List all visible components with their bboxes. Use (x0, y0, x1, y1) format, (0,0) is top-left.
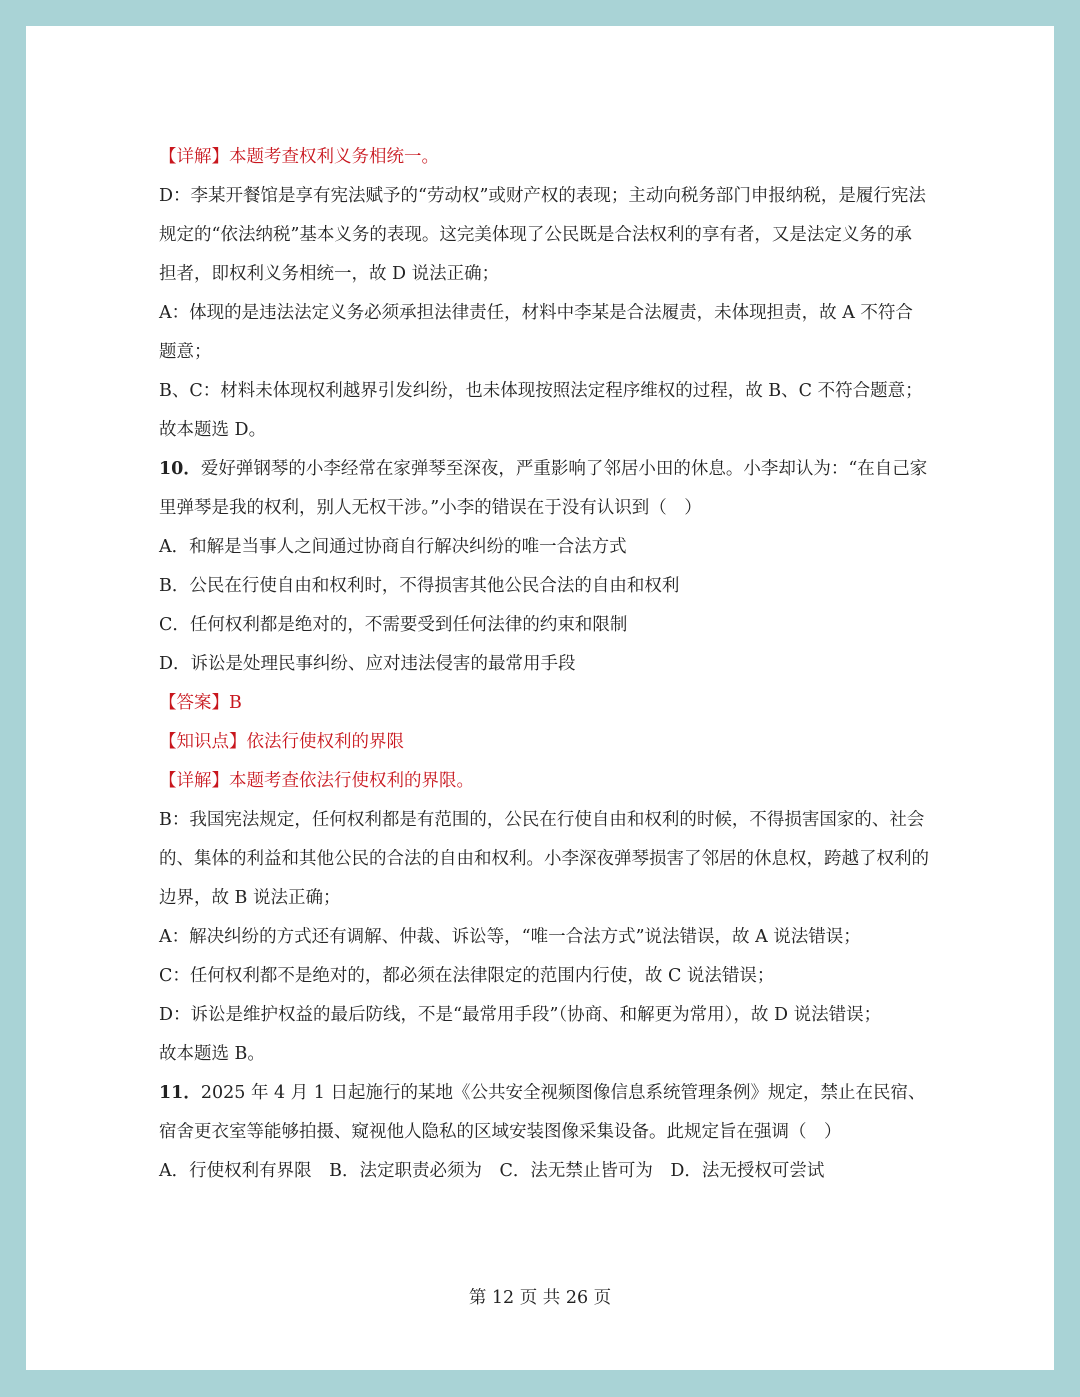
q10-detail-label: 【详解】 (159, 771, 229, 791)
q9-detail-label: 【详解】 (159, 147, 229, 167)
q10-stem (159, 450, 929, 528)
q10-paragraph: C：任何权利都不是绝对的，都必须在法律限定的范围内行使，故 C 说法错误； (159, 966, 775, 986)
q10-paragraph: B：我国宪法规定，任何权利都是有范围的，公民在行使自由和权利的时候，不得损害国家的、社会的、集体的利益和其他公民的合法的自由和权利。小李深夜弹琴损害了邻居的休息权，跨越了权利的边界，故 B 说法正确； (159, 810, 929, 908)
q10-paragraph: D：诉讼是维护权益的最后防线，不是“最常用手段”（协商、和解更为常用），故 D 说法错误； (159, 1005, 882, 1025)
q9-detail (159, 138, 929, 177)
q9-paragraph: A：体现的是违法法定义务必须承担法律责任，材料中李某是合法履责，未体现担责，故 A 不符合题意； (159, 303, 913, 362)
q10-option-b: B．公民在行使自由和权利时，不得损害其他公民合法的自由和权利 (159, 576, 680, 596)
q10-paragraph: A：解决纠纷的方式还有调解、仲裁、诉讼等，“唯一合法方式”说法错误，故 A 说法错误； (159, 927, 861, 947)
q10-detail (159, 762, 929, 801)
q10-knowledge-text: 依法行使权利的界限 (246, 732, 404, 752)
document-content (159, 138, 929, 1191)
q9-paragraph: B、C：材料未体现权利越界引发纠纷，也未体现按照法定程序维权的过程，故 B、C 不符合题意； (159, 381, 923, 401)
q11-options: A．行使权利有界限 B．法定职责必须为 C．法无禁止皆可为 D．法无授权可尝试 (159, 1161, 825, 1181)
q10-knowledge (159, 723, 929, 762)
q10-detail-text: 本题考查依法行使权利的界限。 (229, 771, 474, 791)
q10-option-a: A．和解是当事人之间通过协商自行解决纠纷的唯一合法方式 (159, 537, 627, 557)
q10-option-c: C．任何权利都是绝对的，不需要受到任何法律的约束和限制 (159, 615, 628, 635)
q9-detail-text: 本题考查权利义务相统一。 (229, 147, 439, 167)
q9-paragraph: D：李某开餐馆是享有宪法赋予的“劳动权”或财产权的表现；主动向税务部门申报纳税，是履行宪法规定的“依法纳税”基本义务的表现。这完美体现了公民既是合法权利的享有者，又是法定义务的承担者，即权利义务相统一，故 D 说法正确； (159, 186, 926, 284)
q9-conclusion: 故本题选 D。 (159, 420, 267, 440)
q10-answer-value: B (229, 693, 242, 713)
q10-number: 10． (159, 459, 201, 479)
document-page (26, 26, 1054, 1370)
q10-conclusion: 故本题选 B。 (159, 1044, 265, 1064)
q11-stem (159, 1074, 929, 1152)
q10-option-d: D．诉讼是处理民事纠纷、应对违法侵害的最常用手段 (159, 654, 576, 674)
q10-stem-text: 爱好弹钢琴的小李经常在家弹琴至深夜，严重影响了邻居小田的休息。小李却认为：“在自己家里弹琴是我的权利，别人无权干涉。”小李的错误在于没有认识到（ ） (159, 459, 928, 518)
page-footer: 第 12 页 共 26 页 (468, 1288, 612, 1308)
q11-number: 11． (159, 1083, 201, 1103)
q10-answer (159, 684, 929, 723)
q10-answer-label: 【答案】 (159, 693, 229, 713)
q11-stem-text: 2025 年 4 月 1 日起施行的某地《公共安全视频图像信息系统管理条例》规定，禁止在民宿、宿舍更衣室等能够拍摄、窥视他人隐私的区域安装图像采集设备。此规定旨在强调（ ） (159, 1083, 926, 1142)
q10-knowledge-label: 【知识点】 (159, 732, 247, 752)
